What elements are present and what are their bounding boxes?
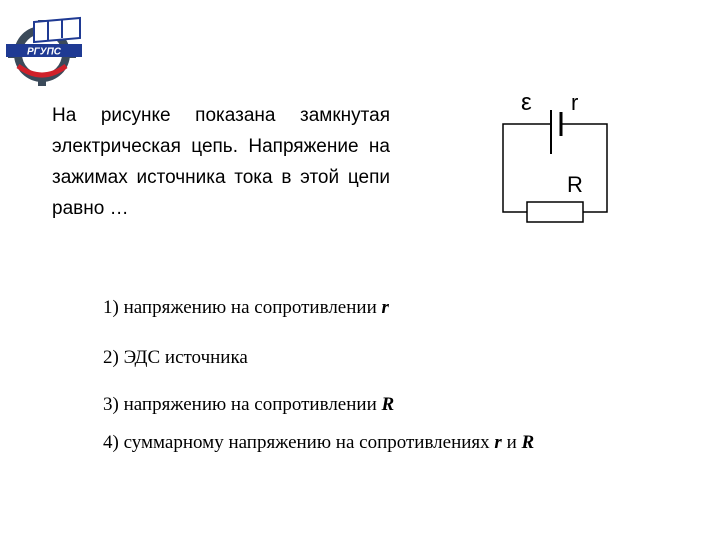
answer-symbol: r xyxy=(381,297,389,318)
answer-option-4[interactable] xyxy=(103,432,534,454)
answer-text: 4) суммарному напряжению на сопротивлениях xyxy=(103,432,495,453)
answer-text: 2) ЭДС источника xyxy=(103,347,248,368)
answer-option-3[interactable] xyxy=(103,394,394,416)
question-text: На рисунке показана замкнутая электрическая цепь. Напряжение на зажимах источника тока в этой цепи равно … xyxy=(52,105,390,219)
circuit-wire xyxy=(503,124,607,212)
answer-option-2[interactable] xyxy=(103,347,248,369)
university-logo xyxy=(4,14,82,86)
answer-option-1[interactable] xyxy=(103,297,389,319)
answer-text: 3) напряжению на сопротивлении xyxy=(103,394,382,415)
answer-symbol: r xyxy=(494,432,502,453)
answer-symbol: R xyxy=(381,394,395,415)
answer-text: 1) напряжению на сопротивлении xyxy=(103,297,382,318)
resistor-label: R xyxy=(567,172,583,197)
circuit-diagram xyxy=(495,84,625,224)
resistor-R xyxy=(527,202,583,222)
answer-conjunction: и xyxy=(501,432,522,453)
emf-label: ε xyxy=(521,89,532,116)
internal-resistance-label: r xyxy=(571,90,579,115)
answer-symbol-2: R xyxy=(521,432,535,453)
book-icon xyxy=(34,18,80,42)
logo-text: РГУПС xyxy=(27,46,61,58)
